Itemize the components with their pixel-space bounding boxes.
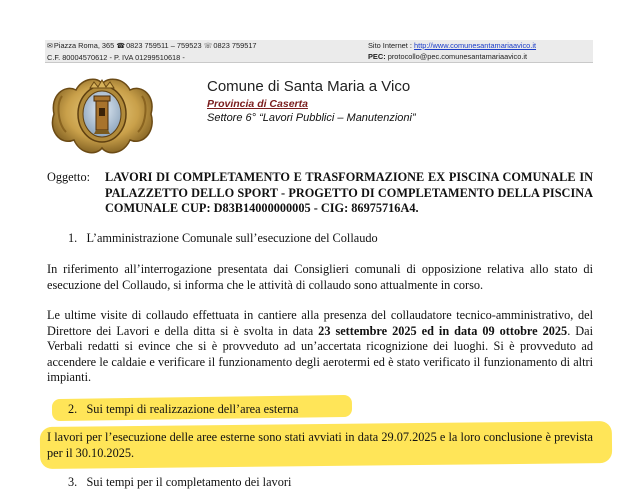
phone-icon: ☎ [116, 43, 126, 50]
paragraph-text: . Dai Verbali redatti si evince che si è provveduto ad un’accertata ricognizione dei luoghi. Si è provveduto ad accendere le caldaie e verificare il funzionamento degli aerotermi ed è stato verificato il funzionamento di altri impianti. [47, 323, 594, 384]
section-title: L’amministrazione Comunale sull’esecuzione del Collaudo [86, 231, 378, 245]
paragraph-collaudo-visits [47, 308, 593, 386]
oggetto-text: LAVORI DI COMPLETAMENTO E TRASFORMAZIONE EX PISCINA COMUNALE IN PALAZZETTO DELLO SPORT - PROGETTO DI COMPLETAMENTO DELLA PISCINA COMUNALE CUP: D83B14000000005 - CIG: 86975716A4. [105, 170, 593, 215]
paragraph-external-area: I lavori per l’esecuzione delle aree esterne sono stati avviati in data 29.07.2025 e la loro conclusione è prevista per il 30.10.2025. [47, 430, 593, 460]
section-number: 3. [68, 475, 78, 489]
section-number: 1. [68, 231, 78, 245]
header-info-bar [45, 40, 593, 63]
section-number: 2. [68, 402, 78, 416]
municipal-crest-logo [46, 74, 159, 156]
paragraph-text: Le ultime visite di collaudo effettuata in cantiere alla presenza del collaudatore tecnico-amministrativo, del Direttore dei Lavori e della ditta si è svolta in data [47, 308, 593, 338]
contact-info [47, 40, 367, 63]
paragraph-collaudo-intro: In riferimento all’interrogazione presentata dai Consiglieri comunali di opposizione relativa allo stato di esecuzione del Collaudo, si informa che le attività di collaudo sono attualmente in corso. [47, 262, 593, 292]
fax-icon: ☏ [203, 43, 213, 50]
address: Piazza Roma, 365 [53, 41, 115, 50]
section-heading-2 [68, 402, 298, 418]
pec-label: PEC: [368, 52, 386, 61]
section-title: Sui tempi per il completamento dei lavori [86, 475, 292, 489]
section-heading-1 [68, 231, 378, 247]
website-label: Sito Internet : [368, 41, 412, 50]
settore-name: Settore 6° “Lavori Pubblici – Manutenzioni” [207, 112, 416, 124]
pec-address: protocollo@pec.comunesantamariaavico.it [387, 52, 528, 61]
envelope-icon: ✉ [47, 43, 53, 50]
comune-name: Comune di Santa Maria a Vico [207, 78, 411, 95]
phone: 0823 759511 – 759523 [126, 41, 202, 50]
visit-dates: 23 settembre 2025 ed in data 09 ottobre 2025 [318, 323, 568, 338]
fax: 0823 759517 [213, 41, 257, 50]
web-info [368, 40, 593, 62]
cf-piva: C.F. 80004570612 - P. IVA 01299510618 - [47, 53, 185, 62]
oggetto-label: Oggetto: [47, 170, 91, 184]
website-link[interactable]: http://www.comunesantamariaavico.it [414, 41, 537, 50]
section-title: Sui tempi di realizzazione dell’area esterna [86, 402, 299, 416]
provincia-name: Provincia di Caserta [207, 98, 308, 110]
section-heading-3 [68, 475, 291, 491]
